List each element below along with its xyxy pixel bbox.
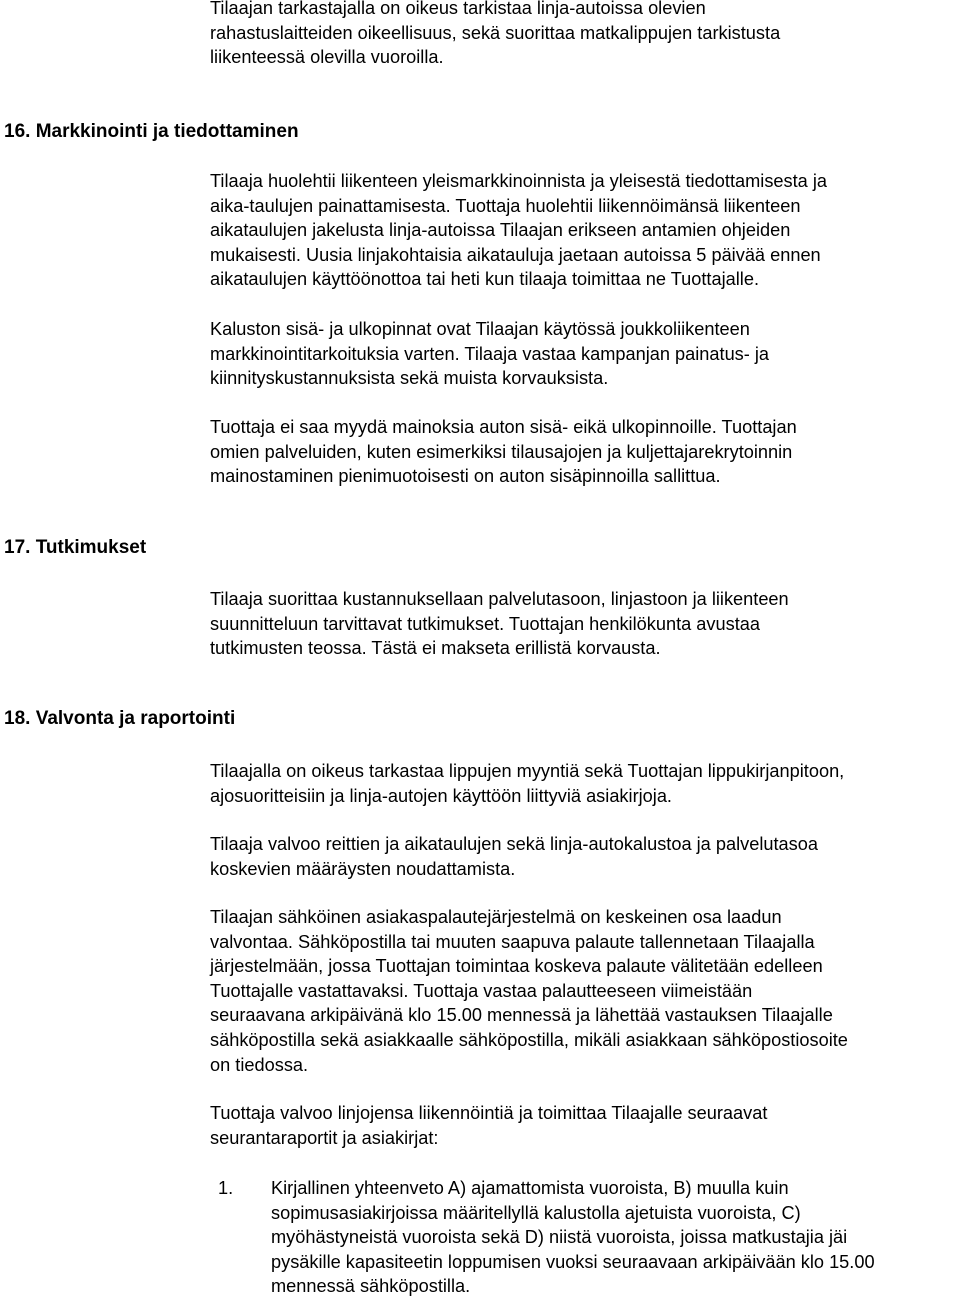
section-18-paragraph-2: Tilaaja valvoo reittien ja aikataulujen sekä linja-autokalustoa ja palvelutasoa koskevien määräysten noudattamista. (210, 834, 818, 879)
section-18-heading: 18. Valvonta ja raportointi (4, 708, 236, 729)
section-16-heading: 16. Markkinointi ja tiedottaminen (4, 121, 299, 142)
intro-paragraph: Tilaajan tarkastajalla on oikeus tarkistaa linja-autoissa olevien rahastuslaitteiden oikeellisuus, sekä suorittaa matkalippujen tarkistusta liikenteessä olevilla vuoroilla. (210, 0, 781, 68)
section-16-paragraph-2: Kaluston sisä- ja ulkopinnat ovat Tilaajan käytössä joukkoliikenteen markkinointitarkoituksia varten. Tilaaja vastaa kampanjan painatus- ja kiinnityskustannuksista sekä muista korvauksista. (210, 319, 770, 389)
section-18-paragraph-4: Tuottaja valvoo linjojensa liikennöintiä ja toimittaa Tilaajalle seuraavat seurantaraportit ja asiakirjat: (210, 1103, 768, 1148)
section-17-heading: 17. Tutkimukset (4, 537, 147, 558)
section-17-paragraph-1: Tilaaja suorittaa kustannuksellaan palvelutasoon, linjastoon ja liikenteen suunnitteluun tarvittavat tutkimukset. Tuottajan henkilökunta avustaa tutkimusten teossa. Tästä ei makseta erillistä korvausta. (210, 589, 789, 659)
section-16-paragraph-1: Tilaaja huolehtii liikenteen yleismarkkinoinnista ja yleisestä tiedottamisesta ja aika-taulujen painattamisesta. Tuottaja huolehtii liikennöimänsä liikenteen aikataulujen jakelusta linja-autoissa Tilaajan erikseen antamien ohjeiden mukaisesti. Uusia linjakohtaisia aikatauluja jaetaan autoissa 5 päivää ennen aikataulujen käyttöönottoa tai heti kun tilaaja toimittaa ne Tuottajalle. (210, 171, 827, 290)
list-item-number: 1. (218, 1178, 234, 1198)
section-18-paragraph-3: Tilaajan sähköinen asiakaspalautejärjestelmä on keskeinen osa laadun valvontaa. Sähköpostilla tai muuten saapuva palaute tallennetaan Tilaajalla järjestelmään, jossa Tuottajan toimintaa koskeva palaute välitetään edelleen Tuottajalle vastattavaksi. Tuottaja vastaa palautteeseen viimeistään seuraavana arkipäivänä klo 15.00 mennessä ja lähettää vastauksen Tilaajalle sähköpostilla sekä asiakkaalle sähköpostilla, mikäli asiakkaan sähköpostiosoite on tiedossa. (210, 907, 848, 1075)
section-16-paragraph-3: Tuottaja ei saa myydä mainoksia auton sisä- eikä ulkopinnoille. Tuottajan omien palveluiden, kuten esimerkiksi tilausajojen ja kuljettajarekrytoinnin mainostaminen pienimuotoisesti on auton sisäpinnoilla sallittua. (210, 417, 797, 487)
section-18-paragraph-1: Tilaajalla on oikeus tarkastaa lippujen myyntiä sekä Tuottajan lippukirjanpitoon, ajosuoritteisiin ja linja-autojen käyttöön liittyviä asiakirjoja. (210, 761, 845, 806)
list-item-text: Kirjallinen yhteenveto A) ajamattomista vuoroista, B) muulla kuin sopimusasiakirjoissa määritellyllä kalustolla ajetuista vuoroista, C) myöhästyneistä vuoroista sekä D) niistä vuoroista, joissa matkustajia jäi pysäkille kapasiteetin loppumisen vuoksi seuraavaan arkipäivään klo 15.00 mennessä sähköpostilla. (271, 1178, 875, 1297)
